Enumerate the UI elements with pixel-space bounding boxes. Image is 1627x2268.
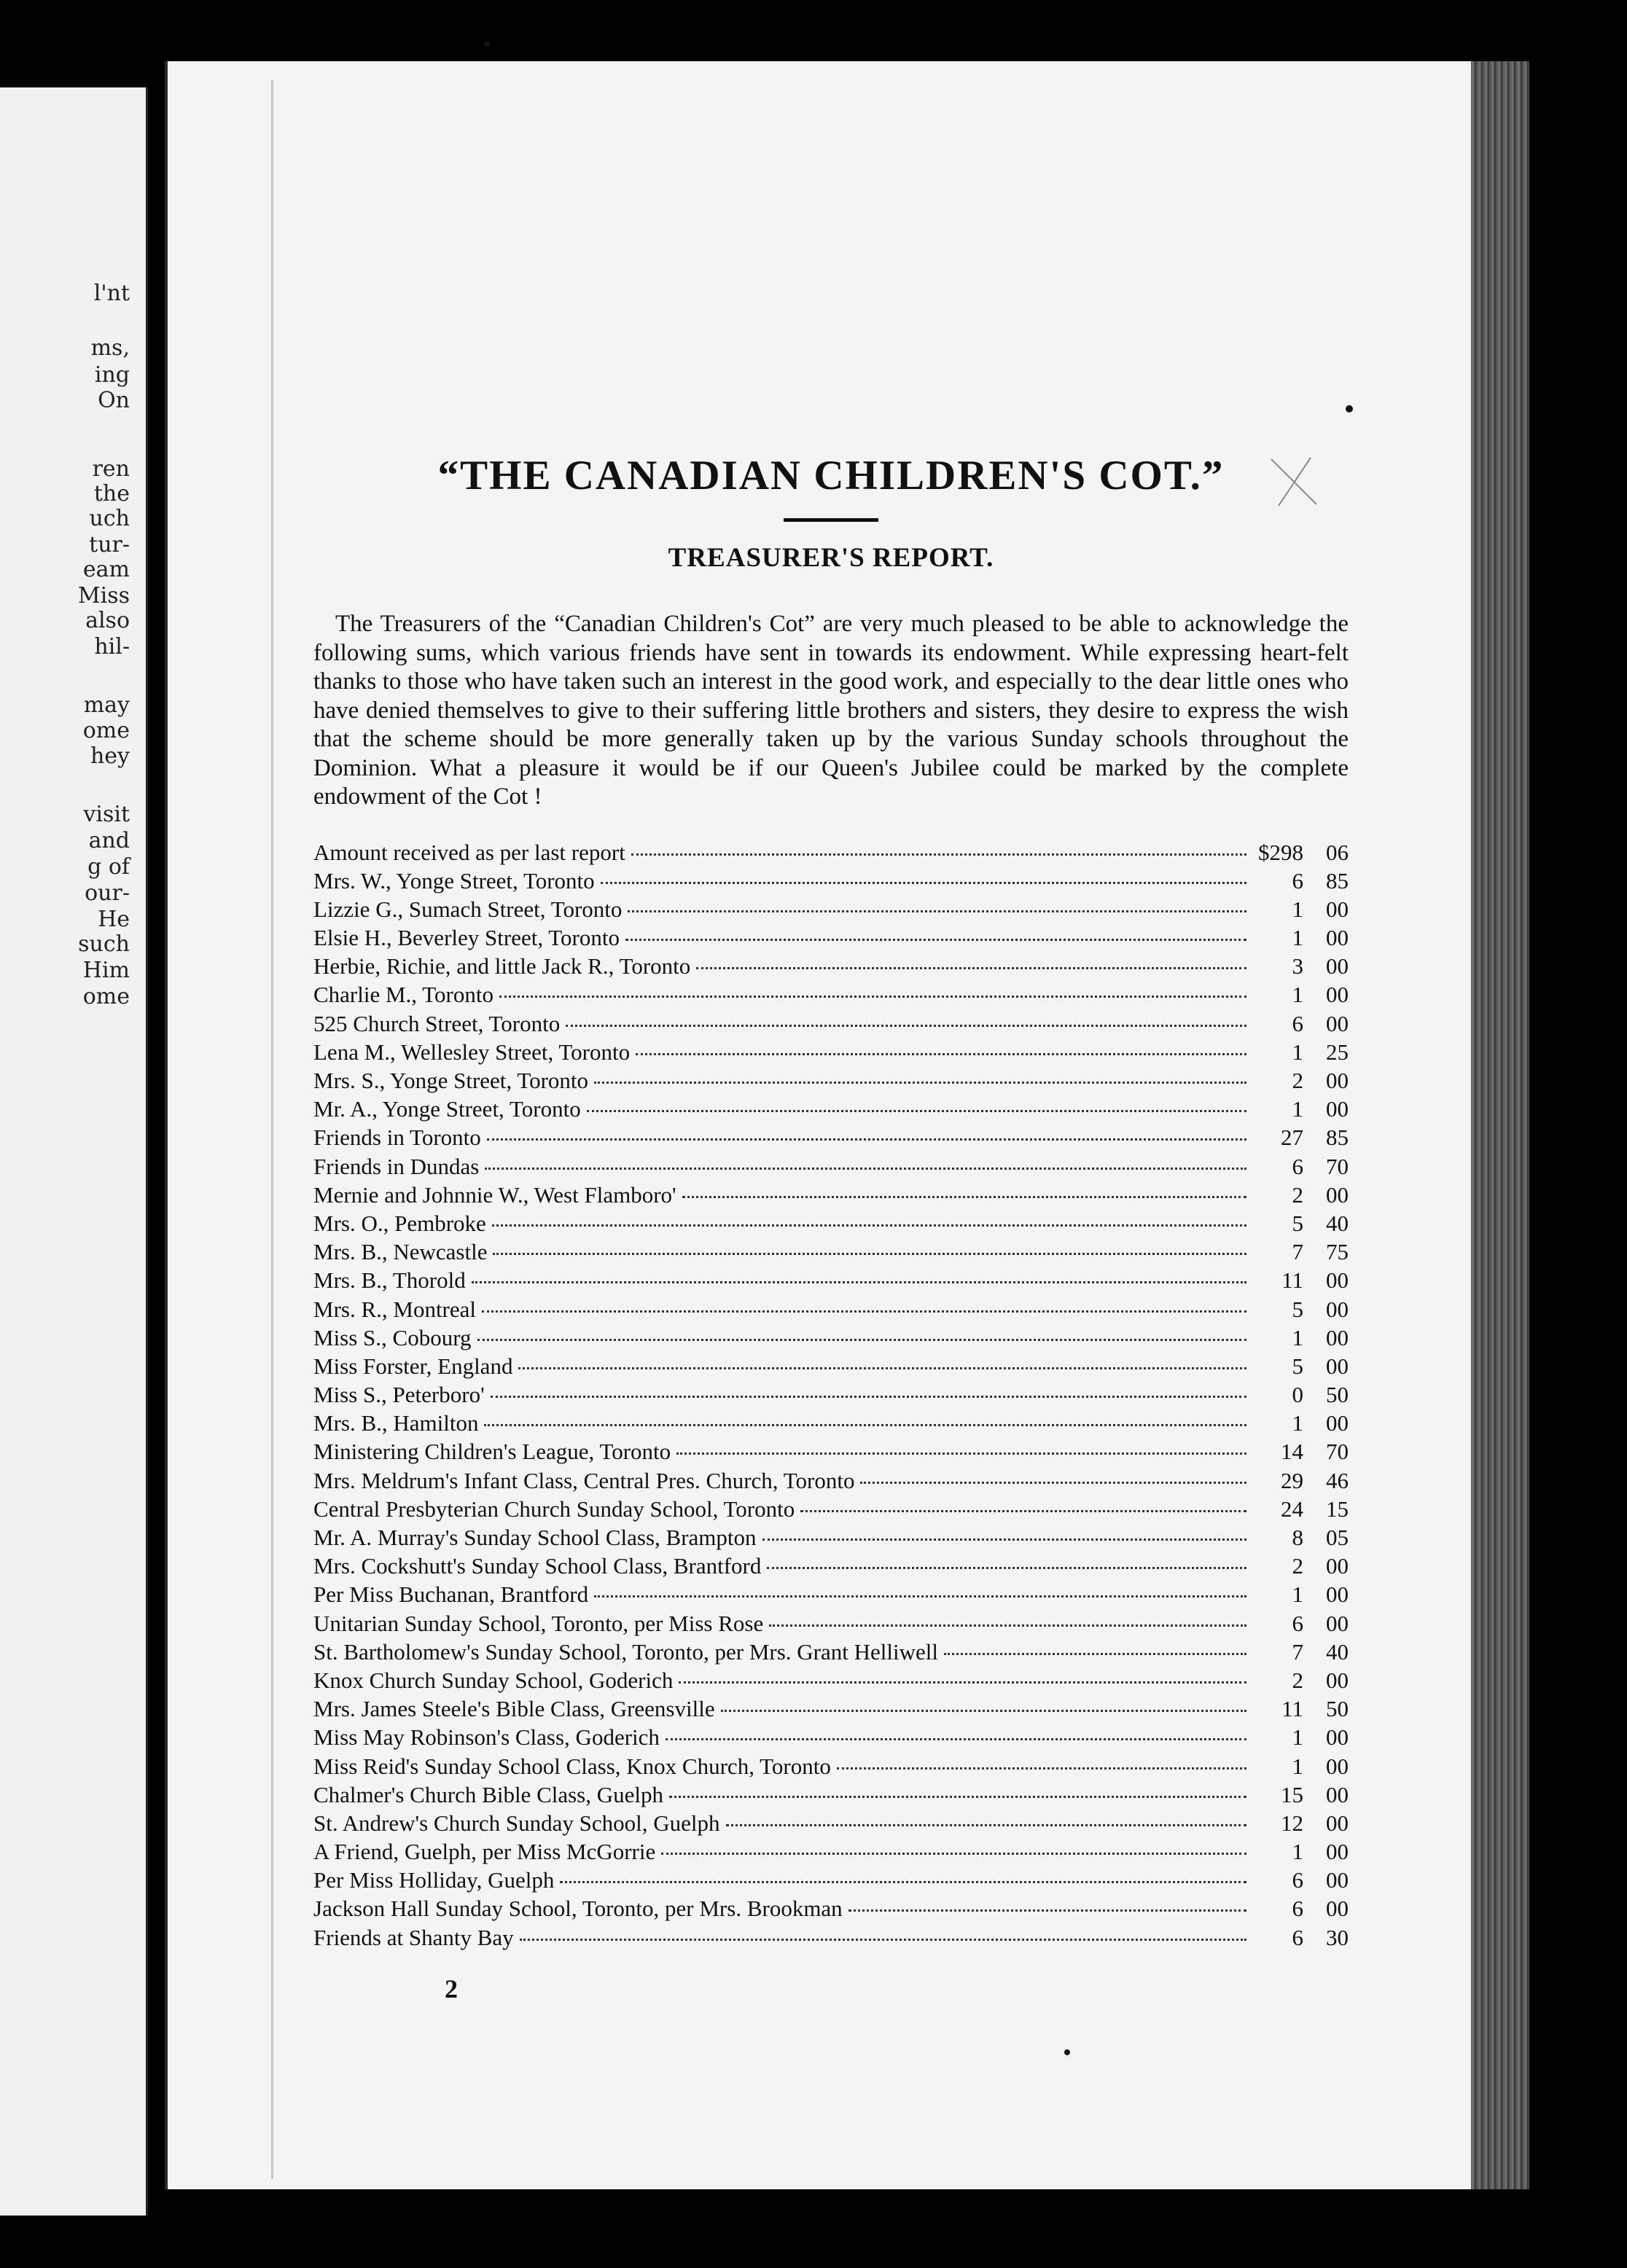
dot-leader — [485, 1168, 1246, 1170]
donation-ledger — [313, 840, 1349, 1953]
donor-name: Mrs. W., Yonge Street, Toronto — [313, 867, 595, 893]
ink-speck — [1346, 405, 1353, 412]
ledger-row — [313, 1125, 1349, 1153]
dot-leader — [767, 1567, 1246, 1569]
facing-page-text-fragment: On — [98, 388, 130, 413]
amount-cents: 00 — [1326, 1267, 1349, 1294]
dot-leader — [769, 1624, 1246, 1627]
amount-dollars: 12 — [1281, 1810, 1303, 1836]
amount-cents: 00 — [1326, 1353, 1349, 1379]
amount-dollars: 8 — [1292, 1525, 1303, 1550]
ledger-row — [313, 1182, 1349, 1211]
amount-dollars: 7 — [1292, 1638, 1303, 1665]
donor-name: Herbie, Richie, and little Jack R., Toronto — [313, 953, 691, 979]
ledger-row — [313, 1325, 1349, 1353]
amount-dollars: 1 — [1292, 982, 1303, 1008]
amount-cents: 50 — [1326, 1696, 1349, 1722]
intro-paragraph: The Treasurers of the “Canadian Children's Cot” are very much pleased to be able to acknowledge the following sums, which various friends have sent in towards its endowment. While expressing heart-felt thanks to those who have taken such an interest in the good work, and especially to the dear little ones who have denied themselves to give to their suffering little brothers and sisters, they desire to express the wish that the scheme should be more generally taken up by the various Sunday schools throughout the Dominion. What a pleasure it would be if our Queen's Jubilee could be marked by the complete endowment of the Cot ! — [313, 611, 1349, 810]
amount-cents: 00 — [1326, 1410, 1349, 1436]
ledger-row — [313, 1410, 1349, 1439]
donor-name: Unitarian Sunday School, Toronto, per Miss Rose — [313, 1610, 764, 1636]
amount-cents: 00 — [1326, 1867, 1349, 1893]
ledger-row — [313, 1096, 1349, 1125]
facing-page-text-fragment: Him — [82, 958, 130, 983]
donor-name: Jackson Hall Sunday School, Toronto, per Mrs. Brookman — [313, 1896, 843, 1922]
donor-name: Knox Church Sunday School, Goderich — [313, 1667, 674, 1693]
dot-leader — [860, 1482, 1246, 1484]
donor-name: Mr. A. Murray's Sunday School Class, Brampton — [313, 1525, 757, 1550]
page-number: 2 — [445, 1974, 458, 2003]
amount-dollars: 1 — [1292, 1839, 1303, 1865]
facing-page-text-fragment: and — [88, 828, 130, 853]
amount-cents: 70 — [1326, 1153, 1349, 1179]
dot-leader — [601, 882, 1246, 884]
dot-leader — [762, 1538, 1247, 1541]
ledger-row — [313, 840, 1349, 868]
amount-dollars: 11 — [1281, 1267, 1303, 1294]
ledger-row — [313, 1211, 1349, 1239]
amount-dollars: 6 — [1292, 1010, 1303, 1036]
facing-page-text-fragment: hil- — [94, 634, 130, 660]
report-subtitle: TREASURER'S REPORT. — [668, 543, 994, 573]
facing-page-text-fragment: ome — [82, 984, 130, 1009]
facing-page-text-fragment: ren — [92, 456, 130, 482]
amount-dollars: 7 — [1292, 1239, 1303, 1265]
amount-cents: 40 — [1326, 1638, 1349, 1665]
amount-dollars: 5 — [1292, 1353, 1303, 1379]
ink-speck — [1064, 2049, 1070, 2055]
donor-name: Miss May Robinson's Class, Goderich — [313, 1724, 660, 1751]
ledger-row — [313, 868, 1349, 896]
title-rule — [784, 518, 878, 522]
dot-leader — [721, 1710, 1246, 1712]
amount-cents: 00 — [1326, 1839, 1349, 1865]
dot-leader — [628, 910, 1246, 912]
dot-leader — [518, 1367, 1246, 1369]
donor-name: Miss Reid's Sunday School Class, Knox Church, Toronto — [313, 1753, 831, 1779]
dot-leader — [594, 1595, 1246, 1598]
amount-cents: 30 — [1326, 1924, 1349, 1950]
amount-dollars: 1 — [1292, 1410, 1303, 1436]
amount-cents: 00 — [1326, 1296, 1349, 1322]
ledger-row — [313, 1239, 1349, 1267]
dot-leader — [484, 1424, 1246, 1426]
dot-leader — [669, 1796, 1246, 1798]
dot-leader — [848, 1909, 1246, 1912]
dot-leader — [625, 939, 1246, 941]
amount-dollars: 2 — [1292, 1667, 1303, 1693]
donor-name: 525 Church Street, Toronto — [313, 1010, 561, 1036]
donor-name: Lena M., Wellesley Street, Toronto — [313, 1039, 631, 1065]
amount-dollars: 2 — [1292, 1181, 1303, 1208]
amount-dollars: 1 — [1292, 896, 1303, 922]
amount-dollars: 11 — [1281, 1696, 1303, 1722]
dot-leader — [676, 1452, 1246, 1455]
donor-name: Ministering Children's League, Toronto — [313, 1439, 671, 1465]
ledger-row — [313, 1496, 1349, 1525]
amount-cents: 00 — [1326, 1553, 1349, 1579]
dot-leader — [499, 996, 1246, 998]
amount-cents: 00 — [1326, 982, 1349, 1008]
donor-name: Mernie and Johnnie W., West Flamboro' — [313, 1181, 676, 1208]
ledger-row — [313, 1011, 1349, 1039]
facing-page-text-fragment: uch — [89, 506, 130, 531]
ledger-row — [313, 1581, 1349, 1610]
dot-leader — [636, 1053, 1246, 1055]
page-content — [313, 452, 1349, 2004]
dot-leader — [560, 1881, 1246, 1883]
gutter-line — [271, 80, 273, 2179]
amount-cents: 00 — [1326, 953, 1349, 979]
amount-cents: 00 — [1326, 1096, 1349, 1122]
page-title: “THE CANADIAN CHILDREN'S COT.” — [437, 453, 1225, 498]
donor-name: Charlie M., Toronto — [313, 982, 493, 1008]
dot-leader — [679, 1681, 1246, 1684]
facing-page-text-fragment: Miss — [77, 583, 130, 609]
dot-leader — [487, 1138, 1246, 1141]
ledger-row — [313, 982, 1349, 1010]
amount-cents: 00 — [1326, 1181, 1349, 1208]
amount-dollars: 5 — [1292, 1210, 1303, 1236]
ledger-row — [313, 1439, 1349, 1467]
facing-page-text-fragment: ing — [94, 362, 130, 388]
amount-cents: 00 — [1326, 1610, 1349, 1636]
facing-page-text-fragment: such — [78, 931, 130, 957]
amount-dollars: 1 — [1292, 1324, 1303, 1350]
ledger-row — [313, 1782, 1349, 1810]
amount-cents: 75 — [1326, 1239, 1349, 1265]
donor-name: Chalmer's Church Bible Class, Guelph — [313, 1781, 664, 1807]
amount-cents: 05 — [1326, 1525, 1349, 1550]
donor-name: Mrs. S., Yonge Street, Toronto — [313, 1068, 589, 1093]
donor-name: Miss S., Cobourg — [313, 1324, 472, 1350]
ledger-row — [313, 1611, 1349, 1639]
ledger-row — [313, 953, 1349, 982]
dot-leader — [837, 1767, 1246, 1770]
ledger-row — [313, 1753, 1349, 1782]
amount-dollars: 0 — [1292, 1382, 1303, 1408]
donor-name: Friends at Shanty Bay — [313, 1924, 514, 1950]
dot-leader — [566, 1025, 1246, 1027]
ledger-row — [313, 1896, 1349, 1924]
amount-dollars: 6 — [1292, 1924, 1303, 1950]
facing-page — [0, 87, 148, 2216]
donor-name: A Friend, Guelph, per Miss McGorrie — [313, 1839, 656, 1865]
ledger-row — [313, 1267, 1349, 1296]
amount-dollars: 6 — [1292, 1896, 1303, 1922]
amount-cents: 50 — [1326, 1382, 1349, 1408]
amount-cents: 00 — [1326, 1781, 1349, 1807]
amount-cents: 00 — [1326, 1724, 1349, 1751]
amount-cents: 70 — [1326, 1439, 1349, 1465]
dot-leader — [726, 1824, 1246, 1826]
amount-dollars: 6 — [1292, 1610, 1303, 1636]
ledger-row — [313, 1839, 1349, 1867]
donor-name: Mrs. R., Montreal — [313, 1296, 477, 1322]
ledger-row — [313, 1925, 1349, 1953]
donor-name: Per Miss Buchanan, Brantford — [313, 1581, 589, 1608]
facing-page-text-fragment: also — [85, 608, 130, 633]
facing-page-text-fragment: visit — [83, 802, 130, 827]
donor-name: Mrs. James Steele's Bible Class, Greensville — [313, 1696, 715, 1722]
page-edges — [1471, 61, 1529, 2189]
dot-leader — [482, 1310, 1246, 1313]
amount-cents: 85 — [1326, 867, 1349, 893]
dot-leader — [493, 1253, 1246, 1255]
donor-name: Miss Forster, England — [313, 1353, 513, 1379]
amount-dollars: 24 — [1281, 1495, 1303, 1522]
facing-page-text-fragment: eam — [82, 557, 130, 582]
donor-name: Friends in Toronto — [313, 1125, 481, 1151]
donor-name: Elsie H., Beverley Street, Toronto — [313, 925, 620, 951]
dot-leader — [682, 1196, 1246, 1198]
facing-page-text-fragment: He — [98, 907, 130, 932]
amount-dollars: 1 — [1292, 1039, 1303, 1065]
amount-cents: 00 — [1326, 1667, 1349, 1693]
dot-leader — [631, 853, 1246, 856]
facing-page-text-fragment: may — [83, 692, 130, 718]
donor-name: Lizzie G., Sumach Street, Toronto — [313, 896, 623, 922]
amount-dollars: 6 — [1292, 867, 1303, 893]
donor-name: Mrs. B., Thorold — [313, 1267, 466, 1294]
amount-cents: 00 — [1326, 925, 1349, 951]
amount-cents: 40 — [1326, 1210, 1349, 1236]
ink-speck — [484, 41, 490, 47]
amount-cents: 25 — [1326, 1039, 1349, 1065]
donor-name: Mrs. Meldrum's Infant Class, Central Pres. Church, Toronto — [313, 1467, 855, 1493]
amount-dollars: 29 — [1281, 1467, 1303, 1493]
amount-cents: 00 — [1326, 1581, 1349, 1608]
facing-page-text-fragment: ome — [82, 718, 130, 743]
amount-cents: 06 — [1326, 839, 1349, 865]
ledger-row — [313, 1810, 1349, 1839]
donor-name: Miss S., Peterboro' — [313, 1382, 485, 1408]
amount-dollars: 1 — [1292, 1581, 1303, 1608]
dot-leader — [661, 1853, 1246, 1855]
amount-cents: 00 — [1326, 1068, 1349, 1093]
donor-name: Amount received as per last report — [313, 839, 625, 865]
donor-name: Friends in Dundas — [313, 1153, 480, 1179]
donor-name: Mrs. O., Pembroke — [313, 1210, 486, 1236]
facing-page-text-fragment: g of — [87, 854, 130, 880]
donor-name: St. Andrew's Church Sunday School, Guelph — [313, 1810, 720, 1836]
dot-leader — [477, 1339, 1247, 1341]
amount-dollars: 2 — [1292, 1068, 1303, 1093]
amount-dollars: 3 — [1292, 953, 1303, 979]
donor-name: Mr. A., Yonge Street, Toronto — [313, 1096, 581, 1122]
ledger-row — [313, 1039, 1349, 1068]
dot-leader — [594, 1082, 1246, 1084]
ledger-row — [313, 1867, 1349, 1896]
donor-name: Per Miss Holliday, Guelph — [313, 1867, 555, 1893]
amount-dollars: 5 — [1292, 1296, 1303, 1322]
ledger-row — [313, 1154, 1349, 1182]
ledger-row — [313, 1696, 1349, 1724]
facing-page-text-fragment: the — [93, 481, 130, 507]
ledger-row — [313, 1724, 1349, 1753]
amount-cents: 46 — [1326, 1467, 1349, 1493]
dot-leader — [491, 1396, 1246, 1398]
facing-page-text-fragment: l'nt — [93, 281, 130, 306]
ledger-row — [313, 925, 1349, 953]
facing-page-text-fragment: ms, — [90, 335, 130, 361]
dot-leader — [520, 1939, 1246, 1941]
amount-cents: 00 — [1326, 1753, 1349, 1779]
donor-name: Mrs. Cockshutt's Sunday School Class, Brantford — [313, 1553, 762, 1579]
amount-dollars: 1 — [1292, 925, 1303, 951]
ledger-row — [313, 1639, 1349, 1667]
dot-leader — [472, 1281, 1246, 1283]
amount-cents: 85 — [1326, 1125, 1349, 1151]
amount-cents: 00 — [1326, 896, 1349, 922]
amount-dollars: 1 — [1292, 1724, 1303, 1751]
amount-cents: 00 — [1326, 1010, 1349, 1036]
dot-leader — [944, 1653, 1246, 1655]
ledger-row — [313, 1382, 1349, 1410]
ledger-row — [313, 1068, 1349, 1096]
donor-name: Mrs. B., Hamilton — [313, 1410, 479, 1436]
ledger-row — [313, 1667, 1349, 1696]
ledger-row — [313, 1553, 1349, 1581]
ledger-row — [313, 896, 1349, 925]
dot-leader — [666, 1738, 1246, 1740]
amount-cents: 00 — [1326, 1324, 1349, 1350]
dot-leader — [492, 1224, 1246, 1227]
amount-cents: 00 — [1326, 1810, 1349, 1836]
amount-dollars: 2 — [1292, 1553, 1303, 1579]
facing-page-text-fragment: hey — [90, 743, 130, 769]
ledger-row — [313, 1525, 1349, 1553]
amount-dollars: 14 — [1281, 1439, 1303, 1465]
donor-name: Mrs. B., Newcastle — [313, 1239, 488, 1265]
amount-dollars: 6 — [1292, 1153, 1303, 1179]
facing-page-text-fragment: tur- — [89, 532, 130, 558]
ledger-row — [313, 1297, 1349, 1325]
dot-leader — [800, 1510, 1246, 1512]
dot-leader — [587, 1110, 1246, 1112]
amount-dollars: 1 — [1292, 1096, 1303, 1122]
donor-name: St. Bartholomew's Sunday School, Toronto, per Mrs. Grant Helliwell — [313, 1638, 938, 1665]
ledger-row — [313, 1353, 1349, 1382]
amount-cents: 00 — [1326, 1896, 1349, 1922]
amount-dollars: 1 — [1292, 1753, 1303, 1779]
dot-leader — [696, 967, 1246, 969]
amount-cents: 15 — [1326, 1495, 1349, 1522]
ledger-row — [313, 1468, 1349, 1496]
amount-dollars: 27 — [1281, 1125, 1303, 1151]
amount-dollars: 15 — [1281, 1781, 1303, 1807]
amount-dollars: $298 — [1258, 839, 1303, 865]
amount-dollars: 6 — [1292, 1867, 1303, 1893]
donor-name: Central Presbyterian Church Sunday School, Toronto — [313, 1495, 795, 1522]
facing-page-text-fragment: our- — [85, 880, 130, 906]
